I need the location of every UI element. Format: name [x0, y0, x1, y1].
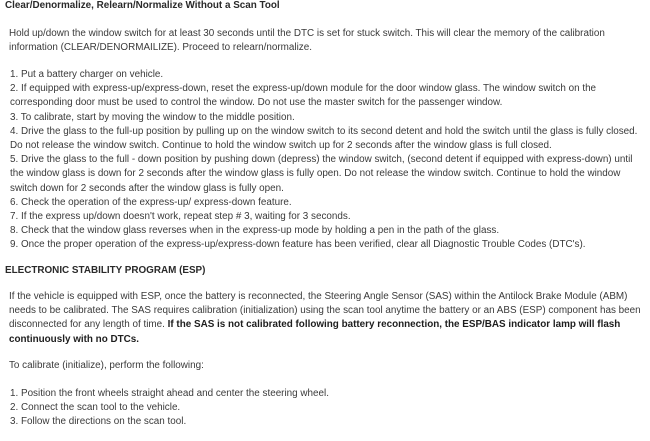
list-item: 1. Position the front wheels straight ahead and center the steering wheel. — [10, 388, 329, 399]
list-item: 7. If the express up/down doesn't work, repeat step # 3, waiting for 3 seconds. — [10, 211, 351, 223]
list-item: 3. Follow the directions on the scan tool. — [10, 416, 187, 428]
window-relearn-intro: Hold up/down the window switch for at least 30 seconds until the DTC is set for stuck switch. This will clear the memory of the calibration information (CLEAR/DENORMAILIZE). Proceed to relearn/normalize. — [9, 28, 605, 54]
esp-warning-text: If the SAS is not calibrated following battery reconnection, the ESP/BAS indicator lamp will flash continuously with no DTCs. — [9, 319, 621, 345]
list-item: 5. Drive the glass to the full - down position by pushing down (depress) the window switch, (second detent if equipped with express-down) until the window glass is down for 2 seconds after the window glass is fully open. Do not release the window switch. Continue to hold the window switch down for 2 seconds after the window glass is fully open. — [10, 154, 633, 194]
section-heading-window-relearn: Clear/Denormalize, Relearn/Normalize Without a Scan Tool — [5, 0, 280, 11]
list-item: 2. If equipped with express-up/express-down, reset the express-up/down module for the door window glass. The window switch on the corresponding door must be used to control the window. Do not use the master switch for the passenger window. — [10, 83, 597, 109]
list-item: 3. To calibrate, start by moving the window to the middle position. — [10, 111, 295, 123]
esp-calibration-steps — [10, 387, 642, 430]
list-item: 6. Check the operation of the express-up/ express-down feature. — [10, 196, 292, 208]
list-item: 1. Put a battery charger on vehicle. — [10, 69, 164, 80]
section-heading-esp: ELECTRONIC STABILITY PROGRAM (ESP) — [5, 265, 206, 276]
list-item: 8. Check that the window glass reverses when in the express-up mode by holding a pen in the path of the glass. — [10, 225, 500, 237]
list-item: 4. Drive the glass to the full-up position by pulling up on the window switch to its second detent and hold the switch until the glass is fully closed. Do not release the window switch. Continue to hold the window switch up for 2 seconds after the window glass is full closed. — [10, 125, 638, 152]
calibrate-label: To calibrate (initialize), perform the following: — [9, 360, 204, 371]
window-relearn-steps — [10, 68, 642, 253]
esp-intro — [9, 290, 641, 347]
list-item: 2. Connect the scan tool to the vehicle. — [10, 402, 181, 414]
esp-intro-text: If the vehicle is equipped with ESP, once the battery is reconnected, the Steering Angle Sensor (SAS) within the Antilock Brake Module (ABM) needs to be calibrated. The SAS requires calibration (initialization) using the scan tool anytime the battery or an ABS (ESP) component has been disconnected for any length of time. — [9, 291, 641, 331]
list-item: 9. Once the proper operation of the express-up/express-down feature has been verified, clear all Diagnostic Trouble Codes (DTC's). — [10, 239, 586, 251]
